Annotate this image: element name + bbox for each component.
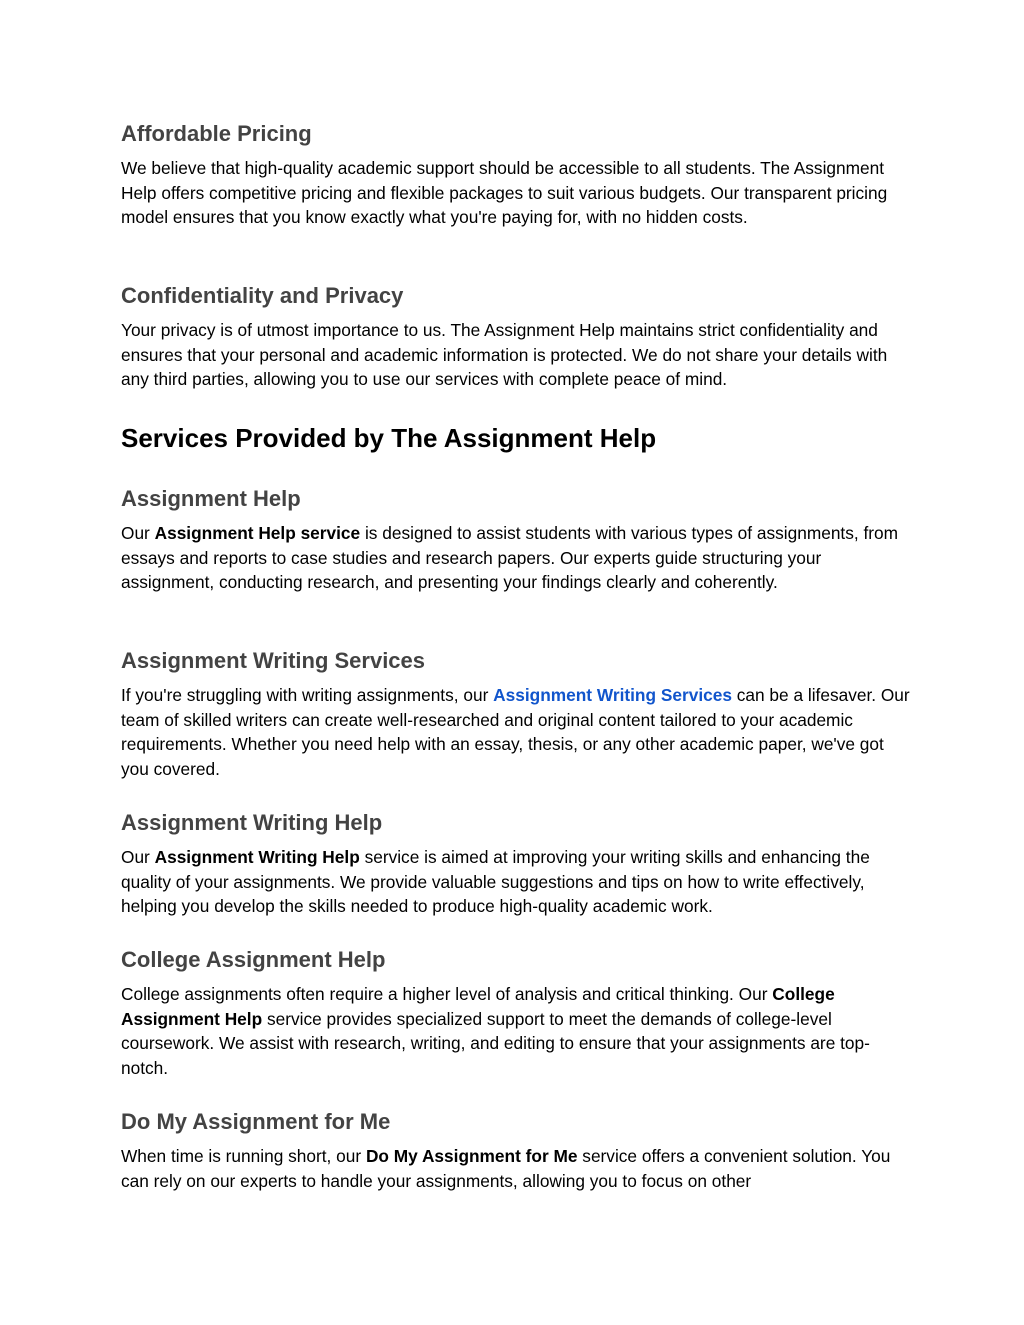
bold-service-name: Assignment Writing Help [154,847,360,867]
service-heading: Do My Assignment for Me [121,1109,391,1134]
service-heading: College Assignment Help [121,947,386,972]
service-paragraph [121,845,911,919]
service-college-help [121,946,911,1080]
section-paragraph: We believe that high-quality academic support should be accessible to all students. The Assignment Help offers competitive pricing and flexible packages to suit various budgets. Our transparent pricing model ensures that you know exactly what you're paying for, with no hidden costs. [121,158,888,227]
service-heading: Assignment Writing Services [121,648,426,673]
service-heading: Assignment Writing Help [121,810,383,835]
main-heading-block [121,422,911,454]
bold-service-name: College Assignment Help [121,984,835,1029]
bold-service-name: Assignment Help service [154,523,361,543]
service-heading: Assignment Help [121,486,301,511]
service-do-my-assignment [121,1108,911,1193]
text-segment: If you're struggling with writing assignments, our [121,685,494,705]
text-segment: College assignments often require a higher level of analysis and critical thinking. Our [121,984,773,1004]
assignment-writing-services-link[interactable]: Assignment Writing Services [493,685,732,705]
text-segment: is designed to assist students with various types of assignments, from essays and reports to case studies and research papers. Our experts guide structuring your assignment, conducting research, and presenting your findings clearly and coherently. [121,523,899,592]
text-segment: service is aimed at improving your writing skills and enhancing the quality of your assignments. We provide valuable suggestions and tips on how to write effectively, helping you develop the skills needed to produce high-quality academic work. [121,847,870,916]
text-segment: Our [121,847,155,867]
section-confidentiality [121,282,911,392]
bold-service-name: Do My Assignment for Me [365,1146,578,1166]
section-affordable-pricing [121,120,911,230]
service-paragraph [121,683,911,781]
service-paragraph [121,1144,911,1193]
text-segment: service offers a convenient solution. You can rely on our experts to handle your assignments, allowing you to focus on other [121,1146,891,1191]
text-segment: Our [121,523,155,543]
service-paragraph [121,521,911,595]
text-segment: service provides specialized support to meet the demands of college-level coursework. We assist with research, writing, and editing to ensure that your assignments are top-notch. [121,1008,870,1078]
service-assignment-help [121,485,911,595]
text-segment: can be a lifesaver. Our team of skilled writers can create well-researched and original content tailored to your academic requirements. Whether you need help with an essay, thesis, or any other academic paper, we've got you covered. [121,685,910,779]
section-heading: Affordable Pricing [121,121,312,146]
service-writing-services [121,647,911,781]
service-writing-help [121,809,911,919]
main-heading: Services Provided by The Assignment Help [121,423,657,453]
section-paragraph: Your privacy is of utmost importance to us. The Assignment Help maintains strict confidentiality and ensures that your personal and academic information is protected. We do not share your details with any third parties, allowing you to use our services with complete peace of mind. [121,320,888,389]
service-paragraph [121,982,911,1080]
text-segment: When time is running short, our [121,1146,366,1166]
section-heading: Confidentiality and Privacy [121,283,404,308]
